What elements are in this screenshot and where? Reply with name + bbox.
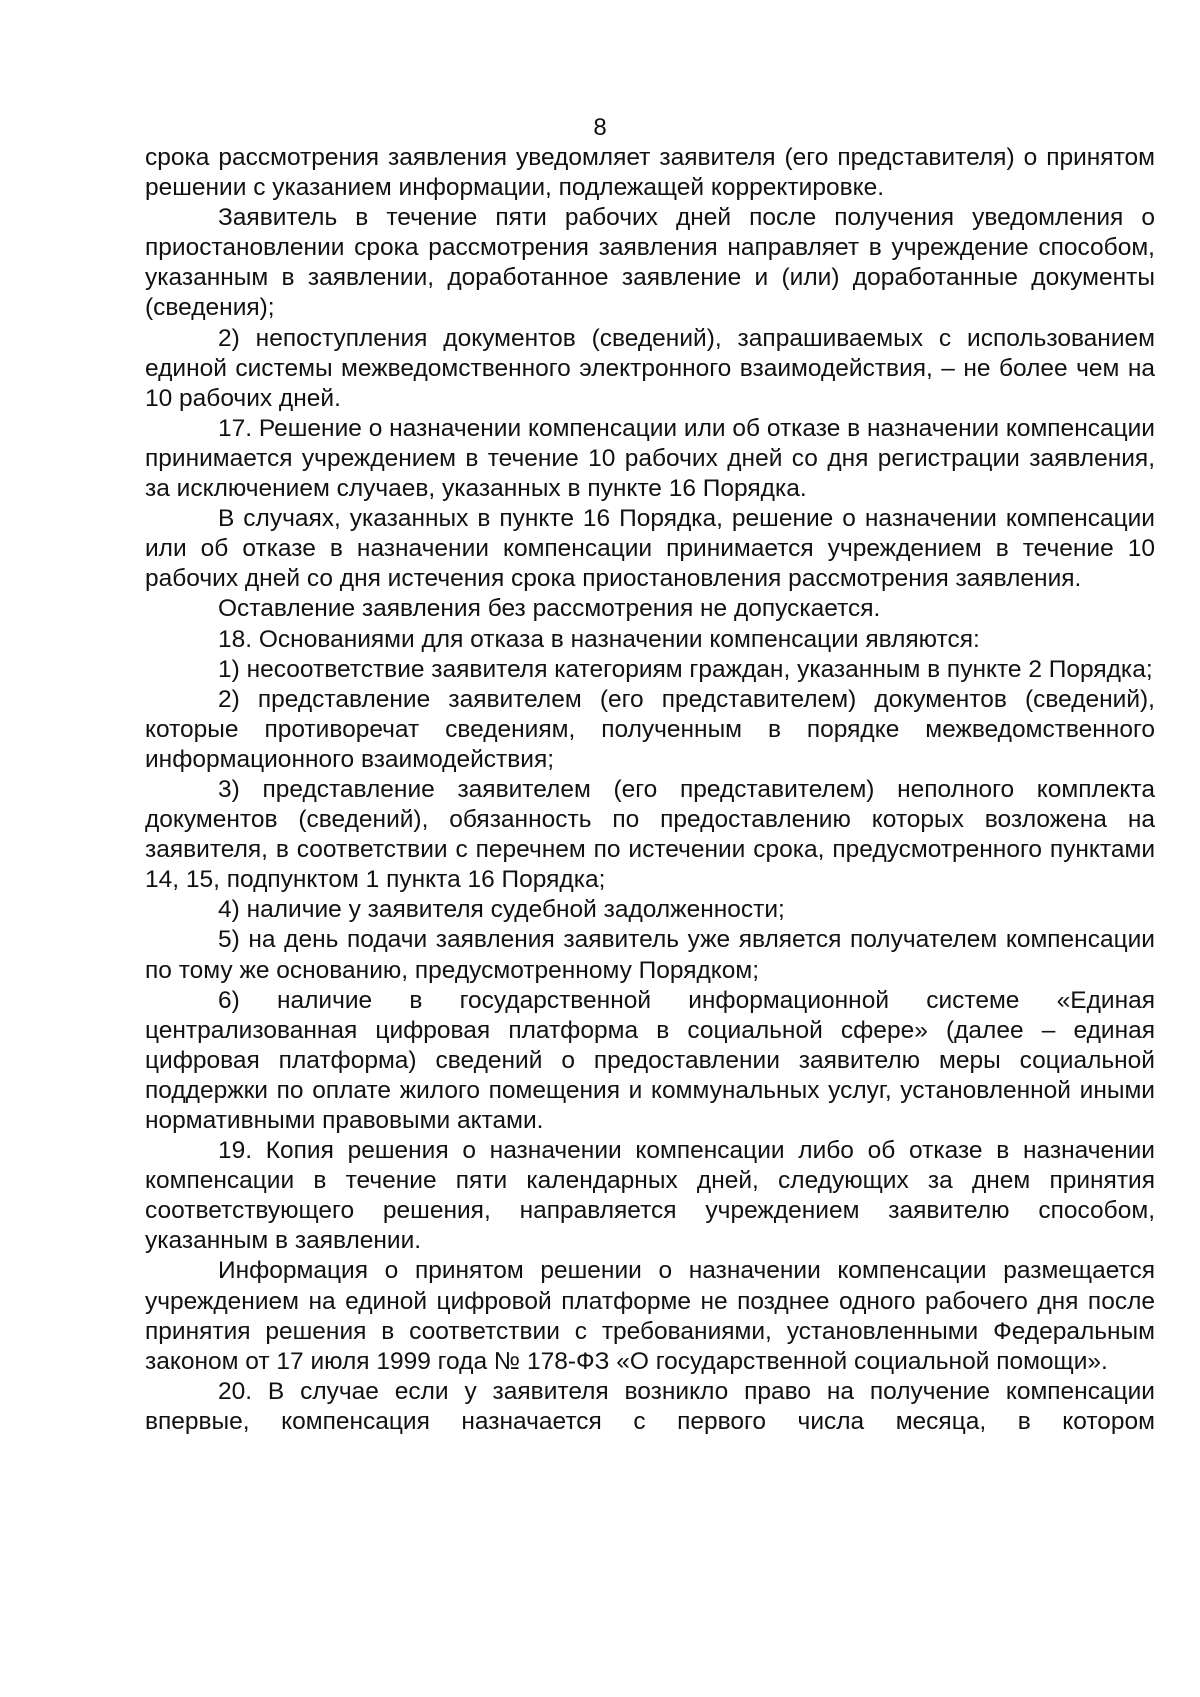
paragraph-clause-18-item-6: 6) наличие в государственной информационной системе «Единая централизованная цифровая платформа в социальной сфере» (далее – единая цифровая платформа) сведений о предоставлении заявителю меры социальной поддержки по оплате жилого помещения и коммунальных услуг, установленной иными нормативными правовыми актами.	[145, 986, 1155, 1134]
paragraph-clause-18-item-3: 3) представление заявителем (его представителем) неполного комплекта документов (сведений), обязанность по предоставлению которых возложена на заявителя, в соответствии с перечнем по истечении срока, предусмотренного пунктами 14, 15, подпунктом 1 пункта 16 Порядка;	[145, 775, 1155, 894]
paragraph-continuation: срока рассмотрения заявления уведомляет заявителя (его представителя) о принятом решении с указанием информации, подлежащей корректировке.	[145, 144, 1155, 202]
paragraph-clause-18-item-5: 5) на день подачи заявления заявитель уже является получателем компенсации по тому же основанию, предусмотренному Порядком;	[145, 926, 1155, 984]
paragraph-applicant-resubmission: Заявитель в течение пяти рабочих дней после получения уведомления о приостановлении срока рассмотрения заявления направляет в учреждение способом, указанным в заявлении, доработанное заявление и (или) доработанные документы (сведения);	[145, 204, 1155, 322]
paragraph-clause-20: 20. В случае если у заявителя возникло право на получение компенсации впервые, компенсация назначается с первого числа месяца, в котором	[145, 1377, 1155, 1435]
paragraph-no-dismissal: Оставление заявления без рассмотрения не допускается.	[218, 595, 881, 623]
paragraph-clause-18-item-1: 1) несоответствие заявителя категориям граждан, указанным в пункте 2 Порядка;	[218, 655, 1153, 683]
document-body	[145, 143, 1155, 1437]
paragraph-clause-18-item-4: 4) наличие у заявителя судебной задолженности;	[218, 896, 785, 924]
paragraph-item-2-non-receipt: 2) непоступления документов (сведений), запрашиваемых с использованием единой системы межведомственного электронного взаимодействия, – не более чем на 10 рабочих дней.	[145, 324, 1155, 412]
paragraph-clause-17: 17. Решение о назначении компенсации или об отказе в назначении компенсации принимается учреждением в течение 10 рабочих дней со дня регистрации заявления, за исключением случаев, указанных в пункте 16 Порядка.	[145, 414, 1155, 503]
paragraph-clause-17-cases: В случаях, указанных в пункте 16 Порядка, решение о назначении компенсации или об отказе в назначении компенсации принимается учреждением в течение 10 рабочих дней со дня истечения срока приостановления рассмотрения заявления.	[145, 505, 1155, 593]
paragraph-clause-19: 19. Копия решения о назначении компенсации либо об отказе в назначении компенсации в течение пяти календарных дней, следующих за днем принятия соответствующего решения, направляется учреждением заявителю способом, указанным в заявлении.	[145, 1137, 1155, 1255]
paragraph-clause-18: 18. Основаниями для отказа в назначении компенсации являются:	[218, 625, 980, 653]
page-number: 8	[593, 114, 607, 141]
paragraph-clause-19-information: Информация о принятом решении о назначении компенсации размещается учреждением на единой цифровой платформе не позднее одного рабочего дня после принятия решения в соответствии с требованиями, установленными Федеральным законом от 17 июля 1999 года № 178-ФЗ «О государственной социальной помощи».	[145, 1257, 1155, 1375]
paragraph-clause-18-item-2: 2) представление заявителем (его представителем) документов (сведений), которые противоречат сведениям, полученным в порядке межведомственного информационного взаимодействия;	[145, 685, 1155, 773]
